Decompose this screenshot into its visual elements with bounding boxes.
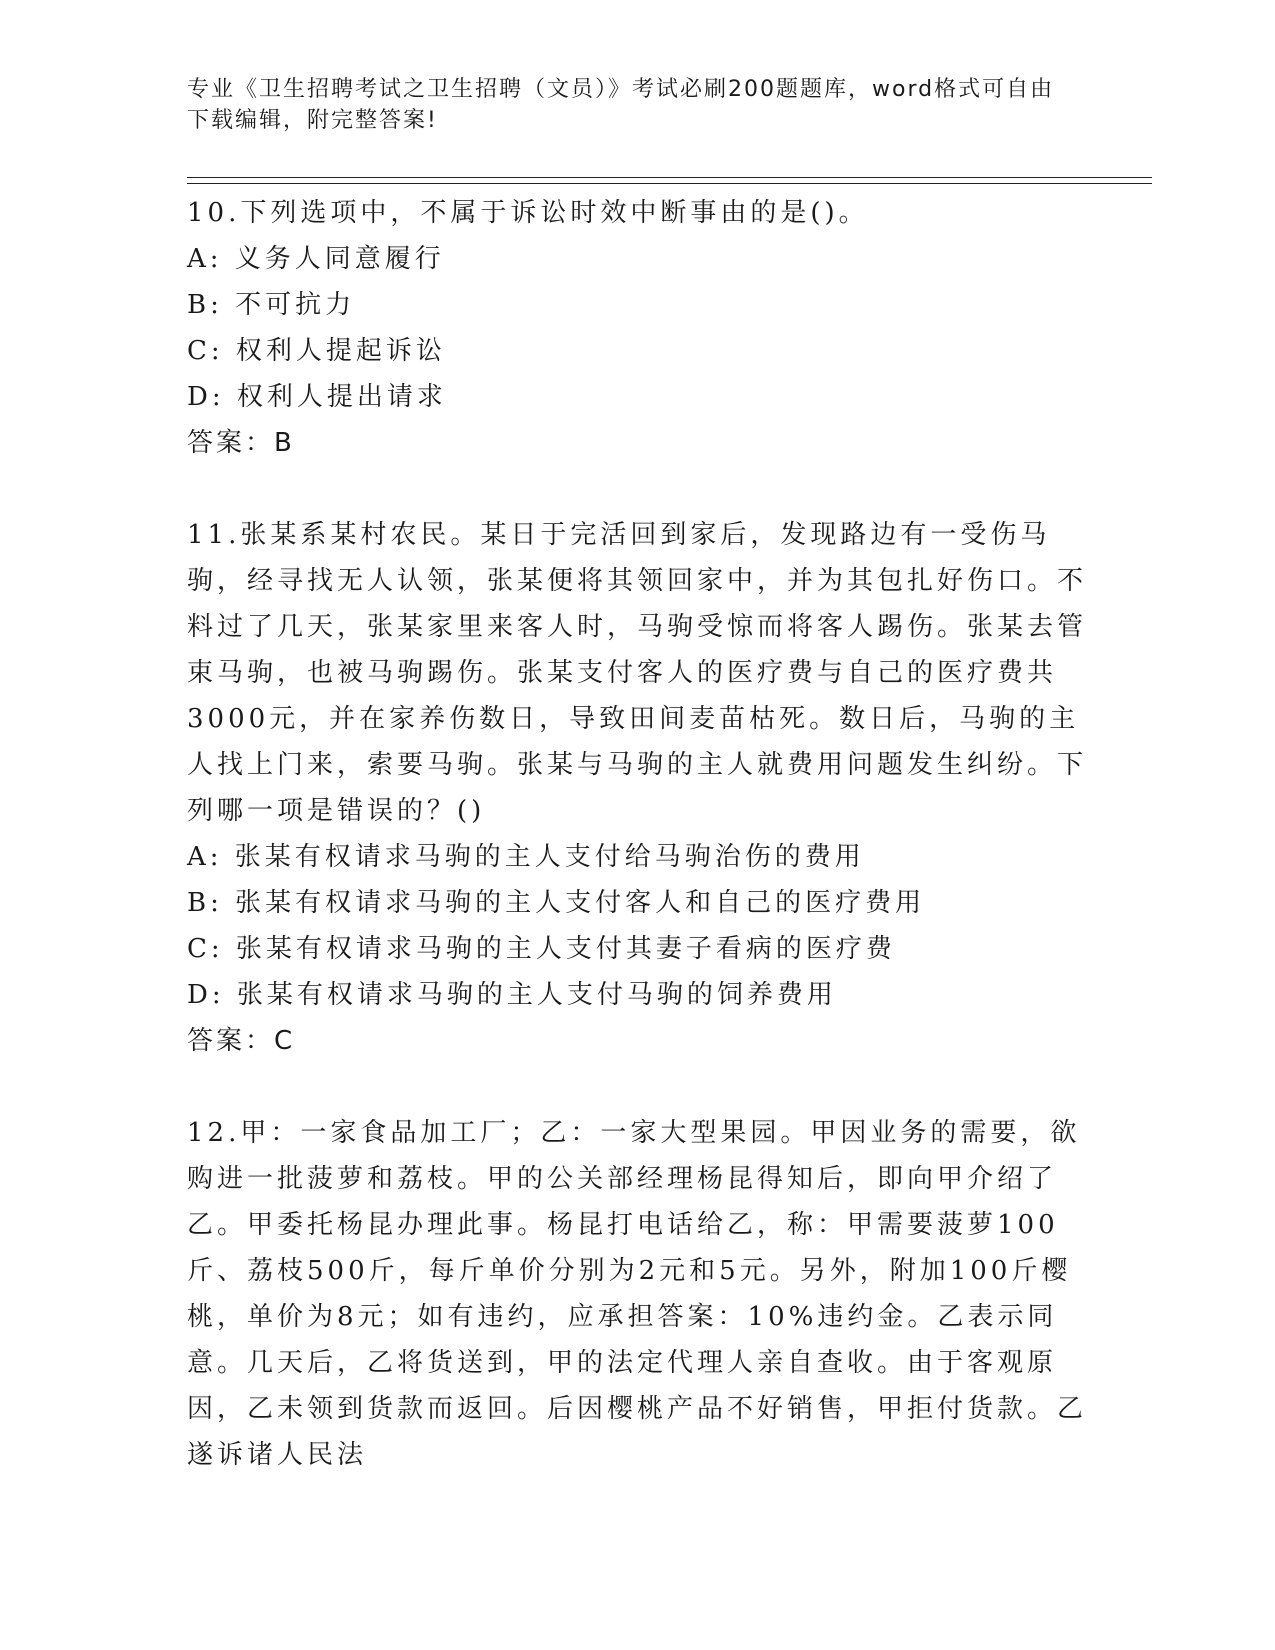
- question-stem: 11.张某系某村农民。某日于完活回到家后，发现路边有一受伤马驹，经寻找无人认领，张某便将其领回家中，并为其包扎好伤口。不料过了几天，张某家里来客人时，马驹受惊而将客人踢伤。张某去管束马驹，也被马驹踢伤。张某支付客人的医疗费与自己的医疗费共3000元，并在家养伤数日，导致田间麦苗枯死。数日后，马驹的主人找上门来，索要马驹。张某与马驹的主人就费用问题发生纠纷。下列哪一项是错误的？(): [187, 520, 1088, 826]
- option-c: C: 权利人提起诉讼: [187, 336, 446, 366]
- answer-label: 答案：B: [187, 428, 295, 458]
- option-b: B: 不可抗力: [187, 290, 356, 320]
- spacer: [187, 1064, 1087, 1110]
- document-header: 专业《卫生招聘考试之卫生招聘（文员）》考试必刷200题题库，word格式可自由下载编辑，附完整答案!: [187, 77, 1055, 133]
- answer-label: 答案：C: [187, 1026, 296, 1056]
- header-rule-top: [187, 177, 1152, 178]
- question-list: [187, 190, 1087, 1478]
- header-rule-bottom: [187, 183, 1152, 184]
- option-c: C: 张某有权请求马驹的主人支付其妻子看病的医疗费: [187, 934, 896, 964]
- spacer: [187, 466, 1087, 512]
- question-10: [187, 190, 1087, 466]
- option-a: A: 张某有权请求马驹的主人支付给马驹治伤的费用: [187, 842, 865, 872]
- question-stem: 12.甲：一家食品加工厂；乙：一家大型果园。甲因业务的需要，欲购进一批菠萝和荔枝。甲的公关部经理杨昆得知后，即向甲介绍了乙。甲委托杨昆办理此事。杨昆打电话给乙，称：甲需要菠萝100斤、荔枝500斤，每斤单价分别为2元和5元。另外，附加100斤樱桃，单价为8元；如有违约，应承担答案：10%违约金。乙表示同意。几天后，乙将货送到，甲的法定代理人亲自查收。由于客观原因，乙未领到货款而返回。后因樱桃产品不好销售，甲拒付货款。乙遂诉诸人民法: [187, 1118, 1088, 1470]
- question-12: [187, 1110, 1087, 1478]
- option-d: D: 张某有权请求马驹的主人支付马驹的饲养费用: [187, 980, 837, 1010]
- question-stem: 10.下列选项中，不属于诉讼时效中断事由的是()。: [187, 198, 869, 228]
- option-b: B: 张某有权请求马驹的主人支付客人和自己的医疗费用: [187, 888, 926, 918]
- option-a: A: 义务人同意履行: [187, 244, 445, 274]
- option-d: D: 权利人提出请求: [187, 382, 447, 412]
- question-11: [187, 512, 1087, 1064]
